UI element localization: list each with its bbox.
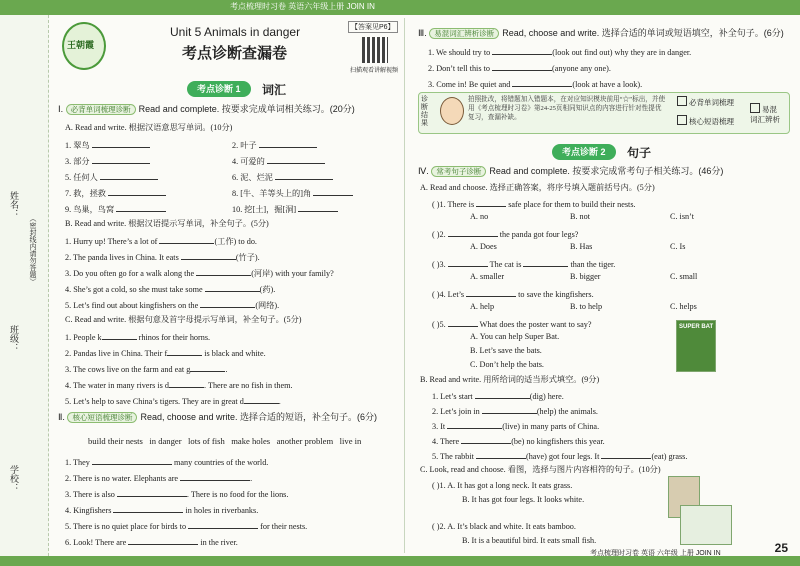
section-4-heading: Ⅳ. 常考句子诊断 Read and complete. 按要求完成常考句子相关练习。(46分) xyxy=(418,166,724,176)
mc-question: ( )4. Let’s to save the kingfishers. xyxy=(432,290,594,299)
diagnosis-side-label: 诊断结果 xyxy=(421,96,428,127)
phrase-item: 3. There is also . There is no food for the lions. xyxy=(65,490,289,499)
diagnosis-tip: 拍照批改，将错题加入错题本，在对应知识模块前用“☆”标出，并使用《考点梳理时习卷》第24-25页相同知识点的内容进行针对性提优复习，查漏补缺。 xyxy=(468,96,666,121)
mc-option: A. smaller xyxy=(470,272,505,281)
answer-tag: 【答案见P6】 xyxy=(348,21,398,33)
school-label: 学校： xyxy=(9,465,19,492)
form-item: 4. There (be) no kingfishers this year. xyxy=(432,437,605,446)
phrase-item: 4. Kingfishers in holes in riverbanks. xyxy=(65,506,259,515)
band-text: 考点梳理时习卷 英语六年级上册 JOIN IN xyxy=(230,2,375,11)
phrase-item: 6. Look! There are in the river. xyxy=(65,538,238,547)
seal-label: （密封线内请勿答题） xyxy=(29,215,36,285)
top-band xyxy=(0,0,800,15)
kingfisher-image xyxy=(680,505,732,545)
phrase-bank: build their nests in danger lots of fish make holes another problem live in xyxy=(88,436,362,446)
name-label: 姓名： xyxy=(9,191,19,218)
mc-option: B. not xyxy=(570,212,591,221)
mc-option: B. Has xyxy=(570,242,593,251)
part-c-heading: C. Look, read and choose. 看图，选择与图片内容相符的句子。(10分) xyxy=(420,465,661,474)
sentence-item: 4. She’s got a cold, so she must take some (药). xyxy=(65,285,276,294)
part-a-heading: A. Read and write. 根据汉语意思写单词。(10分) xyxy=(65,123,233,132)
part-c-heading: C. Read and write. 根据句意及首字母提示写单词，补全句子。(5分) xyxy=(65,315,302,324)
scan-text: 扫描观看讲解视频 xyxy=(350,68,399,74)
form-item: 5. The rabbit (have) got four legs. It (eat) grass. xyxy=(432,452,688,461)
binding-strip xyxy=(0,15,49,556)
part-a-heading: A. Read and choose. 选择正确答案，将序号填入题前括号内。(5分) xyxy=(420,183,655,192)
sentence-item: 4. The water in many rivers is d . There are no fish in them. xyxy=(65,381,293,390)
footer-text: 考点梳理时习卷 英语 六年级 上册 JOIN IN xyxy=(590,550,721,557)
mc-question: ( )3. The cat is than the tiger. xyxy=(432,260,616,269)
page-number: 25 xyxy=(774,541,788,555)
class-label: 班级： xyxy=(9,325,19,352)
mc-option: A. no xyxy=(470,212,489,221)
vocab-item: 7. 救，拯救 xyxy=(65,187,166,199)
vocab-item: 8. [牛、羊等头上的]角 xyxy=(232,187,353,199)
cartoon-face xyxy=(440,97,464,125)
unit-title: Unit 5 Animals in danger xyxy=(170,25,301,39)
qr-code[interactable] xyxy=(362,37,388,63)
phrase-item: 5. There is no quiet place for birds to for their nests. xyxy=(65,522,308,531)
mc-question: ( )2. the panda got four legs? xyxy=(432,230,579,239)
section-word-1: 词汇 xyxy=(262,83,287,97)
checkbox-confusable[interactable]: 易混词汇辨析 xyxy=(750,105,780,124)
section-pill-2: 考点诊断 2 xyxy=(552,144,616,160)
picture-option: ( )1. A. It has got a long neck. It eats grass. xyxy=(432,481,573,490)
sentence-item: 3. The cows live on the farm and eat g . xyxy=(65,365,228,374)
mc-option: B. to help xyxy=(570,302,603,311)
sentence-item: 1. Hurry up! There’s a lot of (工作) to do. xyxy=(65,237,257,246)
vocab-item: 6. 泥、烂泥 xyxy=(232,171,333,183)
mc-option: C. Don’t help the bats. xyxy=(470,360,544,369)
mc-option: B. bigger xyxy=(570,272,601,281)
mc-question: ( )5. What does the poster want to say? xyxy=(432,320,592,329)
section-word-2: 句子 xyxy=(627,146,652,160)
form-item: 2. Let’s join in (help) the animals. xyxy=(432,407,598,416)
section-3-heading: Ⅲ. 易混词汇辨析诊断 Read, choose and write. 选择合适的单词或短语填空，补全句子。(6分) xyxy=(418,28,784,38)
vocab-item: 2. 叶子 xyxy=(232,139,317,151)
sentence-item: 3. Do you often go for a walk along the (河岸) with your family? xyxy=(65,269,334,278)
picture-option: ( )2. A. It’s black and white. It eats bamboo. xyxy=(432,522,576,531)
vocab-item: 9. 鸟巢，鸟窝 xyxy=(65,203,166,215)
part-b-heading: B. Read and write. 根据汉语提示写单词，补全句子。(5分) xyxy=(65,219,269,228)
mc-option: B. Let’s save the bats. xyxy=(470,346,542,355)
phrase-item: 2. There is no water. Elephants are . xyxy=(65,474,253,483)
mc-question: ( )1. There is safe place for them to build their nests. xyxy=(432,200,636,209)
picture-option: B. It has got four legs. It looks white. xyxy=(462,495,585,504)
section-pill-1: 考点诊断 1 xyxy=(187,81,251,97)
form-item: 1. Let’s start (dig) here. xyxy=(432,392,564,401)
mc-option: C. small xyxy=(670,272,698,281)
phrase-item: 1. They many countries of the world. xyxy=(65,458,269,467)
super-bat-poster: SUPER BAT xyxy=(676,320,716,372)
mc-option: C. helps xyxy=(670,302,697,311)
section-1-heading: Ⅰ. 必背单词梳理诊断 Read and complete. 按要求完成单词相关练习。(20分) xyxy=(58,104,355,114)
vocab-item: 3. 部分 xyxy=(65,155,150,167)
mc-option: C. Is xyxy=(670,242,686,251)
checkbox-vocab[interactable]: 必背单词梳理 xyxy=(677,96,734,108)
form-item: 3. It (live) in many parts of China. xyxy=(432,422,600,431)
brand-logo: 王朝霞 xyxy=(62,22,106,70)
sentence-item: 2. The panda lives in China. It eats (竹子). xyxy=(65,253,260,262)
mc-option: A. Does xyxy=(470,242,497,251)
checkbox-phrase[interactable]: 核心短语梳理 xyxy=(677,115,734,127)
column-divider xyxy=(404,18,405,553)
part-b-heading: B. Read and write. 用所给词的适当形式填空。(9分) xyxy=(420,375,600,384)
vocab-item: 1. 翠鸟 xyxy=(65,139,150,151)
vocab-item: 10. 挖[土]，掘[洞] xyxy=(232,203,338,215)
sentence-item: 2. Pandas live in China. Their f is black and white. xyxy=(65,349,266,358)
mc-option: A. help xyxy=(470,302,495,311)
sentence-item: 1. People k rhinos for their horns. xyxy=(65,333,211,342)
confusable-item: 2. Don’t tell this to (anyone any one). xyxy=(428,64,611,73)
vocab-item: 5. 任何人 xyxy=(65,171,158,183)
picture-option: B. It is a beautiful bird. It eats small fish. xyxy=(462,536,597,545)
sentence-item: 5. Let’s help to save China’s tigers. They are in great d . xyxy=(65,397,281,406)
vocab-item: 4. 可爱的 xyxy=(232,155,325,167)
confusable-item: 1. We should try to (look out find out) why they are in danger. xyxy=(428,48,692,57)
sentence-item: 5. Let’s find out about kingfishers on the (网络). xyxy=(65,301,280,310)
exam-title: 考点诊断查漏卷 xyxy=(182,45,288,62)
section-2-heading: Ⅱ. 核心短语梳理诊断 Read, choose and write. 选择合适的短语，补全句子。(6分) xyxy=(58,412,378,422)
confusable-item: 3. Come in! Be quiet and (look at have a look). xyxy=(428,80,643,89)
mc-option: C. isn’t xyxy=(670,212,694,221)
mc-option: A. You can help Super Bat. xyxy=(470,332,560,341)
